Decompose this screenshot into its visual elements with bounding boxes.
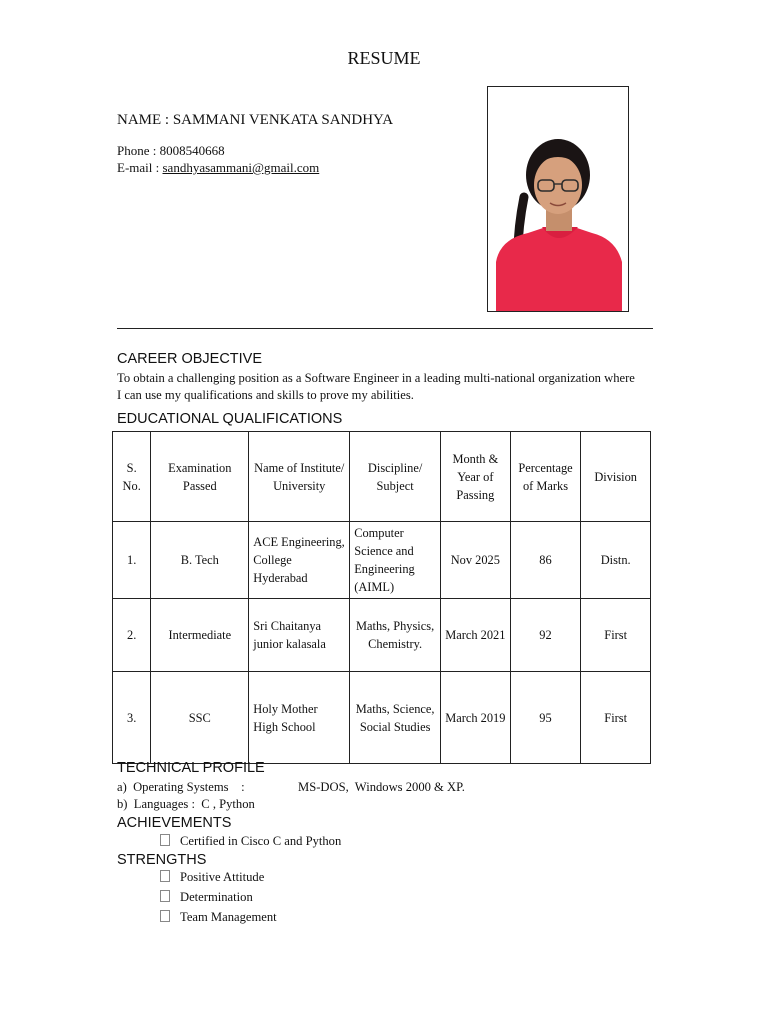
- bullet-box-icon: [160, 834, 170, 846]
- header-division: Division: [581, 432, 651, 522]
- header-institute: Name of Institute/ University: [249, 432, 350, 522]
- strength-text: Positive Attitude: [180, 870, 265, 884]
- cell-month-year: Nov 2025: [441, 522, 511, 599]
- cell-division: Distn.: [581, 522, 651, 599]
- header-month-year: Month & Year of Passing: [441, 432, 511, 522]
- achievement-text: Certified in Cisco C and Python: [180, 834, 342, 848]
- list-item: [160, 890, 253, 905]
- achievements-heading: ACHIEVEMENTS: [117, 815, 232, 831]
- cell-discipline: Maths, Physics, Chemistry.: [350, 599, 441, 672]
- cell-division: First: [581, 672, 651, 764]
- candidate-name: NAME : SAMMANI VENKATA SANDHYA: [117, 112, 394, 128]
- resume-title: RESUME: [347, 48, 421, 68]
- header-divider: [117, 328, 653, 329]
- cell-sno: 2.: [113, 599, 151, 672]
- email-link[interactable]: sandhyasammani@gmail.com: [162, 160, 320, 175]
- phone-number: Phone : 8008540668: [117, 143, 225, 158]
- languages-line: b) Languages : C , Python: [117, 797, 255, 811]
- list-item: [160, 910, 277, 925]
- operating-systems-value: MS-DOS, Windows 2000 & XP.: [298, 780, 465, 794]
- profile-photo: [487, 86, 629, 312]
- email-line: [117, 160, 319, 176]
- strength-text: Determination: [180, 890, 253, 904]
- technical-profile-heading: TECHNICAL PROFILE: [117, 760, 265, 776]
- career-objective-text: [117, 370, 677, 403]
- list-item: [160, 834, 341, 849]
- operating-systems-label: a) Operating Systems :: [117, 780, 245, 794]
- cell-division: First: [581, 599, 651, 672]
- header-discipline: Discipline/ Subject: [350, 432, 441, 522]
- cell-institute: Holy Mother High School: [249, 672, 350, 764]
- list-item: [160, 870, 264, 885]
- education-table: [112, 431, 651, 764]
- bullet-box-icon: [160, 890, 170, 902]
- cell-month-year: March 2021: [441, 599, 511, 672]
- strengths-heading: STRENGTHS: [117, 852, 207, 868]
- email-label: E-mail :: [117, 160, 163, 175]
- cell-examination: B. Tech: [151, 522, 249, 599]
- table-header-row: [113, 432, 651, 522]
- cell-examination: Intermediate: [151, 599, 249, 672]
- cell-discipline: Maths, Science, Social Studies: [350, 672, 441, 764]
- cell-sno: 1.: [113, 522, 151, 599]
- cell-percentage: 92: [510, 599, 581, 672]
- career-objective-line-1: To obtain a challenging position as a Software Engineer in a leading multi-national organization where: [117, 371, 635, 385]
- portrait-image: [488, 87, 628, 311]
- education-heading: EDUCATIONAL QUALIFICATIONS: [117, 411, 343, 427]
- cell-percentage: 95: [510, 672, 581, 764]
- cell-sno: 3.: [113, 672, 151, 764]
- cell-percentage: 86: [510, 522, 581, 599]
- cell-institute: ACE Engineering, College Hyderabad: [249, 522, 350, 599]
- cell-institute: Sri Chaitanya junior kalasala: [249, 599, 350, 672]
- bullet-box-icon: [160, 910, 170, 922]
- career-objective-line-2: I can use my qualifications and skills to prove my abilities.: [117, 387, 414, 402]
- table-row: [113, 522, 651, 599]
- table-row: [113, 672, 651, 764]
- cell-examination: SSC: [151, 672, 249, 764]
- header-examination: Examination Passed: [151, 432, 249, 522]
- table-row: [113, 599, 651, 672]
- cell-month-year: March 2019: [441, 672, 511, 764]
- header-sno: S. No.: [113, 432, 151, 522]
- header-percentage: Percentage of Marks: [510, 432, 581, 522]
- bullet-box-icon: [160, 870, 170, 882]
- cell-discipline: Computer Science and Engineering (AIML): [350, 522, 441, 599]
- career-objective-heading: CAREER OBJECTIVE: [117, 351, 263, 367]
- strength-text: Team Management: [180, 910, 277, 924]
